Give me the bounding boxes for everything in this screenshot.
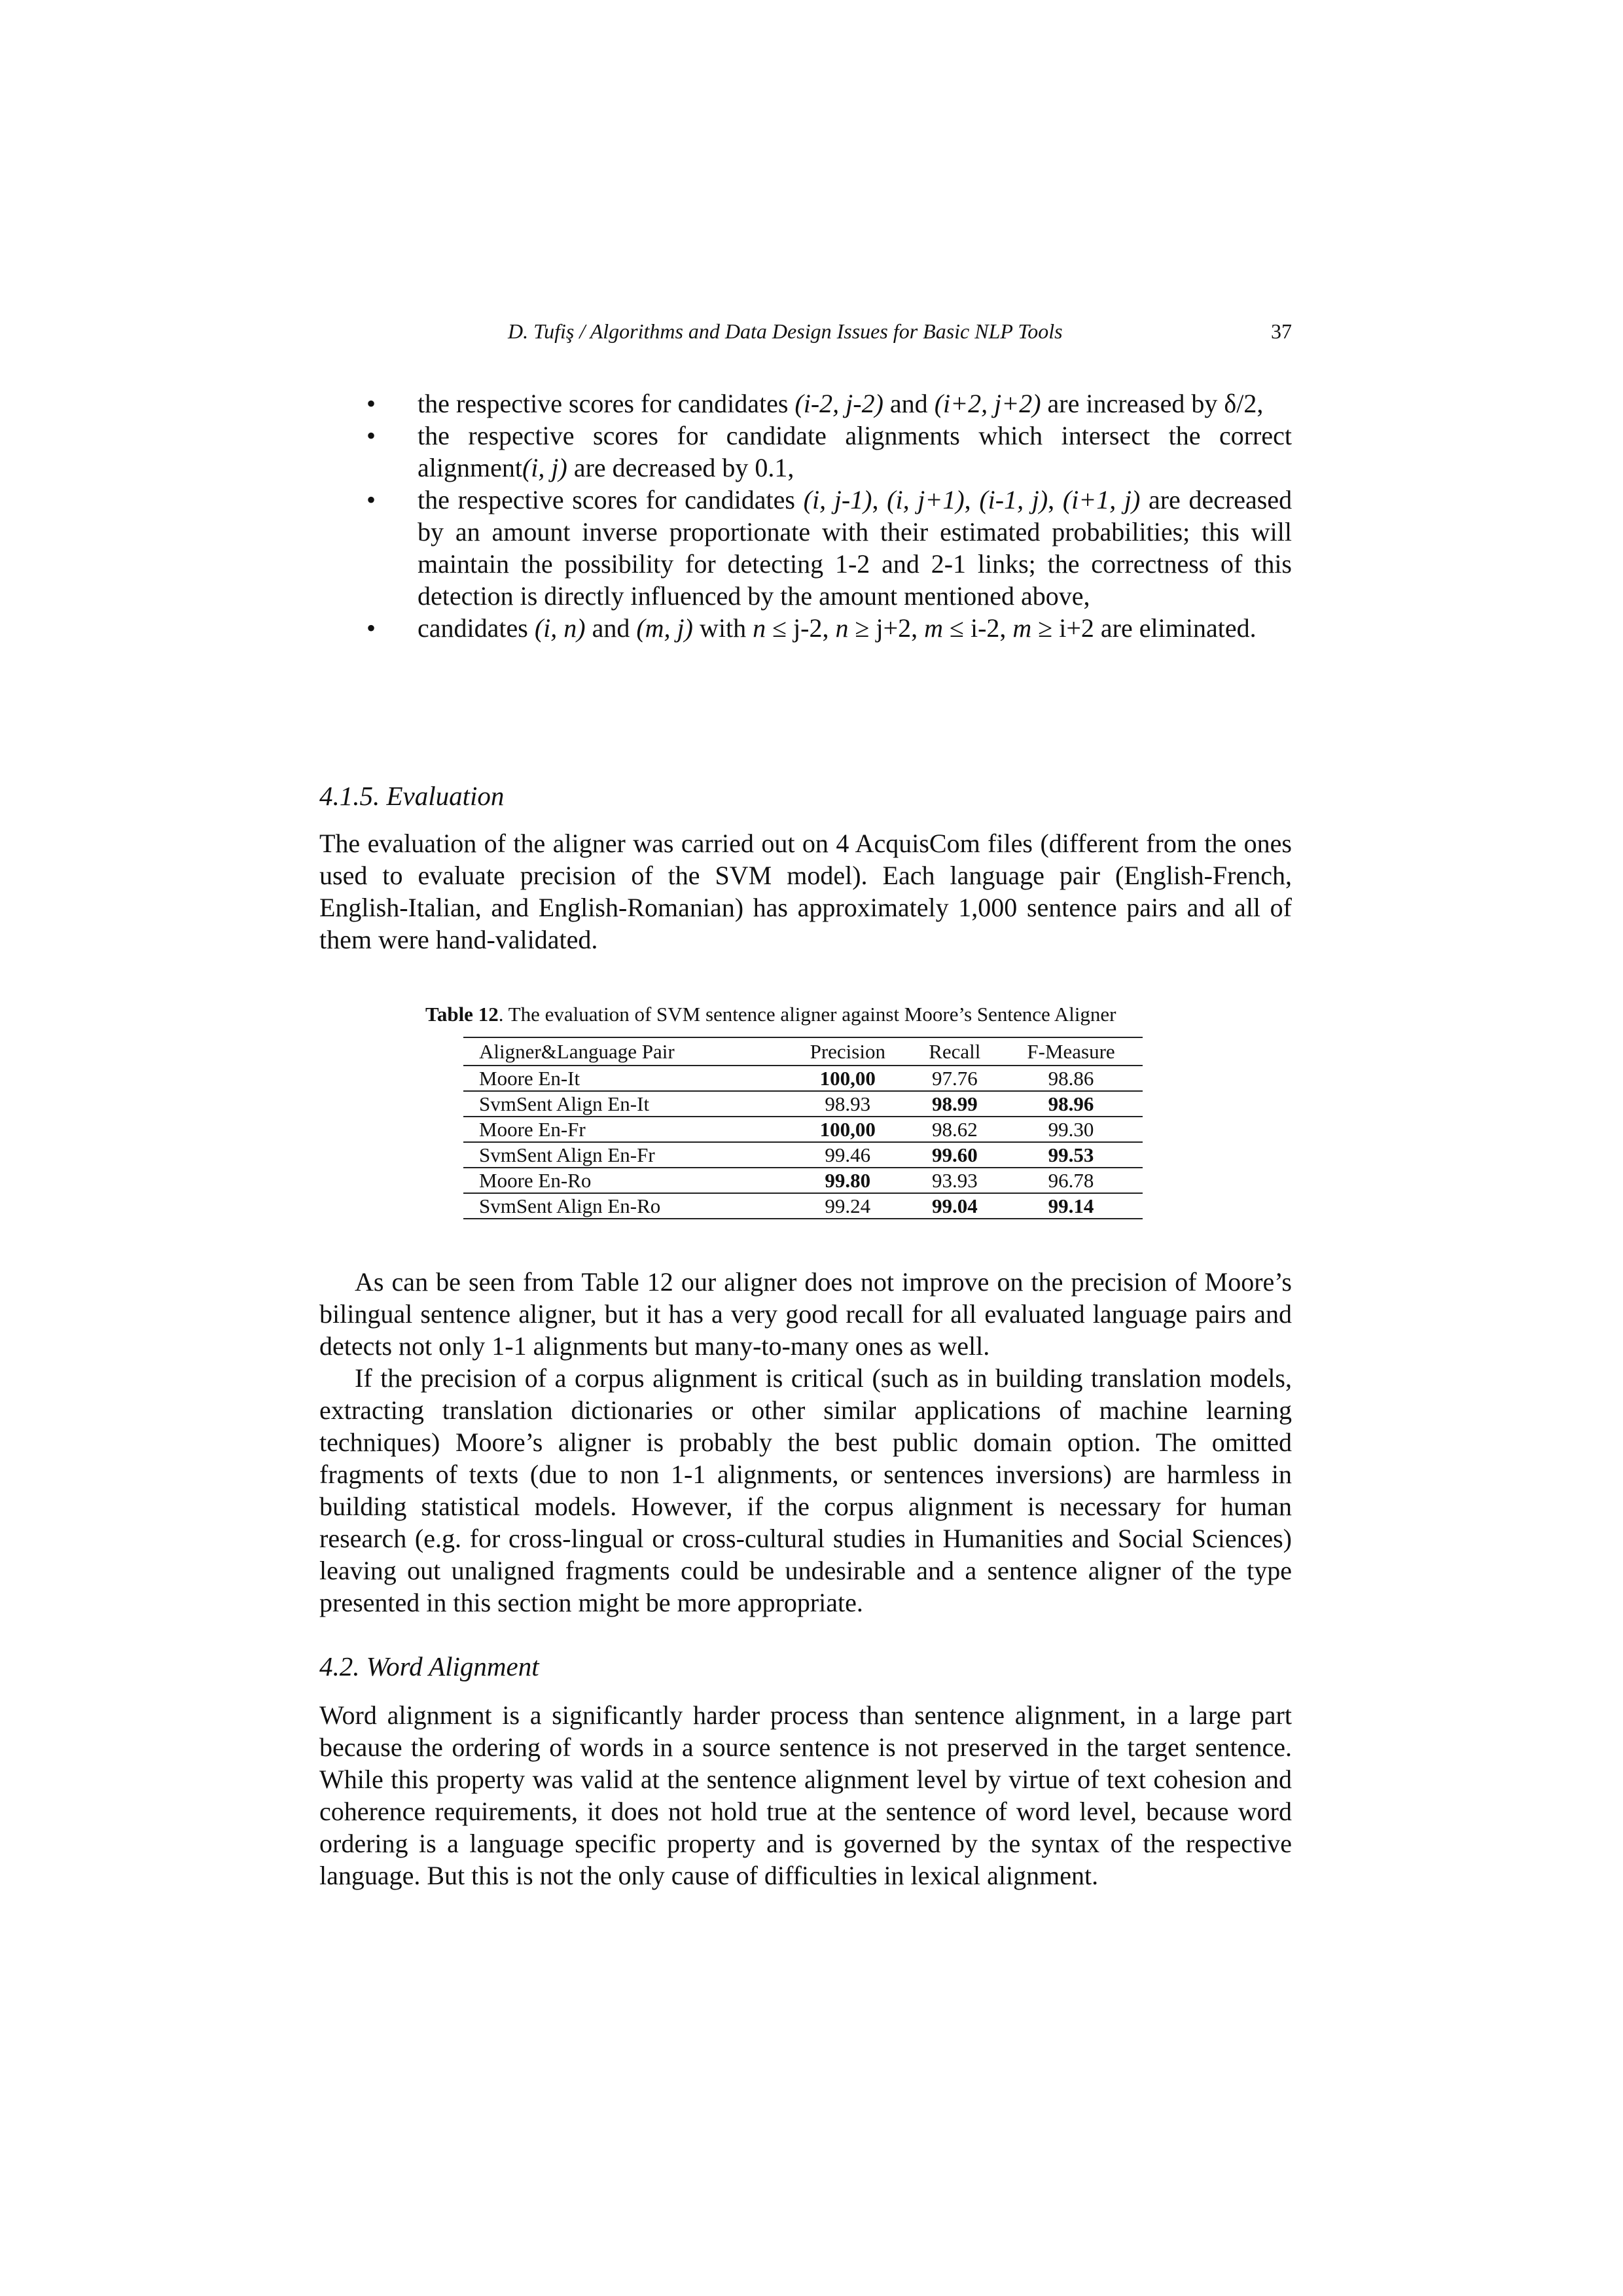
table-row xyxy=(463,1193,1143,1219)
cell-fmeasure: 98.96 xyxy=(999,1091,1143,1117)
evaluation-paragraph: The evaluation of the aligner was carried out on 4 AcquisCom files (different from the ones used to evaluate precision of the SVM model). Each language pair (English-French, English-Italian, and English-Romanian) has approximately 1,000 sentence pairs and all of them were hand-validated. xyxy=(319,829,1292,954)
cell-precision: 99.24 xyxy=(785,1193,910,1219)
cell-aligner: Moore En-Ro xyxy=(463,1168,785,1193)
cell-recall: 98.99 xyxy=(910,1091,999,1117)
cell-aligner: Moore En-Fr xyxy=(463,1117,785,1142)
table-caption-label: Table 12 xyxy=(425,1003,499,1026)
cell-fmeasure: 99.30 xyxy=(999,1117,1143,1142)
cell-fmeasure: 99.53 xyxy=(999,1142,1143,1168)
bullet-text: the respective scores for candidates (i-2, j-2) and (i+2, j+2) are increased by δ/2, xyxy=(418,389,1264,418)
cell-fmeasure: 98.86 xyxy=(999,1066,1143,1091)
running-title: D. Tufiş / Algorithms and Data Design Issues for Basic NLP Tools xyxy=(508,319,1063,343)
cell-recall: 99.04 xyxy=(910,1193,999,1219)
cell-precision: 99.46 xyxy=(785,1142,910,1168)
bullet-item xyxy=(319,387,1292,420)
discussion-paragraph-1: As can be seen from Table 12 our aligner does not improve on the precision of Moore’s bilingual sentence aligner, but it has a very good recall for all evaluated language pairs and detects not only 1-1 alignments but many-to-many ones as well. xyxy=(319,1267,1292,1361)
bullet-icon: • xyxy=(366,421,376,450)
col-header-aligner: Aligner&Language Pair xyxy=(463,1037,785,1066)
discussion xyxy=(319,1266,1292,1619)
bullet-item xyxy=(319,612,1292,644)
table-caption-text: . The evaluation of SVM sentence aligner against Moore’s Sentence Aligner xyxy=(498,1003,1116,1026)
cell-recall: 97.76 xyxy=(910,1066,999,1091)
bullet-icon: • xyxy=(366,485,376,514)
bullet-list xyxy=(319,387,1292,644)
cell-recall: 98.62 xyxy=(910,1117,999,1142)
bullet-icon: • xyxy=(366,613,376,643)
page-number: 37 xyxy=(1271,319,1292,343)
cell-fmeasure: 99.14 xyxy=(999,1193,1143,1219)
table-row xyxy=(463,1142,1143,1168)
cell-aligner: SvmSent Align En-Fr xyxy=(463,1142,785,1168)
cell-aligner: SvmSent Align En-It xyxy=(463,1091,785,1117)
results-table xyxy=(463,1037,1143,1219)
word-alignment-paragraph: Word alignment is a significantly harder process than sentence alignment, in a large part because the ordering of words in a source sentence is not preserved in the target sentence. While this property was valid at the sentence alignment level by virtue of text cohesion and coherence requirements, it does not hold true at the sentence of word level, because word ordering is a language specific property and is governed by the syntax of the respective language. But this is not the only cause of difficulties in lexical alignment. xyxy=(319,1700,1292,1890)
running-head xyxy=(319,319,1292,350)
table-body xyxy=(463,1066,1143,1219)
table-row xyxy=(463,1117,1143,1142)
col-header-recall: Recall xyxy=(910,1037,999,1066)
cell-aligner: Moore En-It xyxy=(463,1066,785,1091)
section-heading-word-alignment: 4.2. Word Alignment xyxy=(319,1651,539,1681)
cell-recall: 93.93 xyxy=(910,1168,999,1193)
col-header-precision: Precision xyxy=(785,1037,910,1066)
table-row xyxy=(463,1091,1143,1117)
table-row xyxy=(463,1168,1143,1193)
bullet-text: the respective scores for candidates (i, j-1), (i, j+1), (i-1, j), (i+1, j) are decreased by an amount inverse proportionate with their estimated probabilities; this will maintain the possibility for detecting 1-2 and 2-1 links; the correctness of this detection is directly influenced by the amount mentioned above, xyxy=(418,485,1293,611)
cell-precision: 99.80 xyxy=(785,1168,910,1193)
section-heading-evaluation: 4.1.5. Evaluation xyxy=(319,781,505,811)
table-caption xyxy=(425,1003,1116,1026)
cell-recall: 99.60 xyxy=(910,1142,999,1168)
discussion-paragraph-2: If the precision of a corpus alignment is critical (such as in building translation models, extracting translation dictionaries or other similar applications of machine learning techniques) Moore’s aligner is probably the best public domain option. The omitted fragments of texts (due to non 1-1 alignments, or sentences inversions) are harmless in building statistical models. However, if the corpus alignment is necessary for human research (e.g. for cross-lingual or cross-cultural studies in Humanities and Social Sciences) leaving out unaligned fragments could be undesirable and a sentence aligner of the type presented in this section might be more appropriate. xyxy=(319,1363,1292,1617)
cell-fmeasure: 96.78 xyxy=(999,1168,1143,1193)
bullet-text: the respective scores for candidate alignments which intersect the correct alignment(i, j) are decreased by 0.1, xyxy=(418,421,1292,482)
cell-aligner: SvmSent Align En-Ro xyxy=(463,1193,785,1219)
bullet-icon: • xyxy=(366,389,376,418)
cell-precision: 100,00 xyxy=(785,1066,910,1091)
bullet-item xyxy=(319,484,1292,612)
cell-precision: 98.93 xyxy=(785,1091,910,1117)
bullet-text: candidates (i, n) and (m, j) with n ≤ j-2, n ≥ j+2, m ≤ i-2, m ≥ i+2 are eliminated. xyxy=(418,613,1257,643)
col-header-fmeasure: F-Measure xyxy=(999,1037,1143,1066)
bullet-item xyxy=(319,420,1292,484)
table-row xyxy=(463,1066,1143,1091)
table-header-row xyxy=(463,1037,1143,1066)
cell-precision: 100,00 xyxy=(785,1117,910,1142)
